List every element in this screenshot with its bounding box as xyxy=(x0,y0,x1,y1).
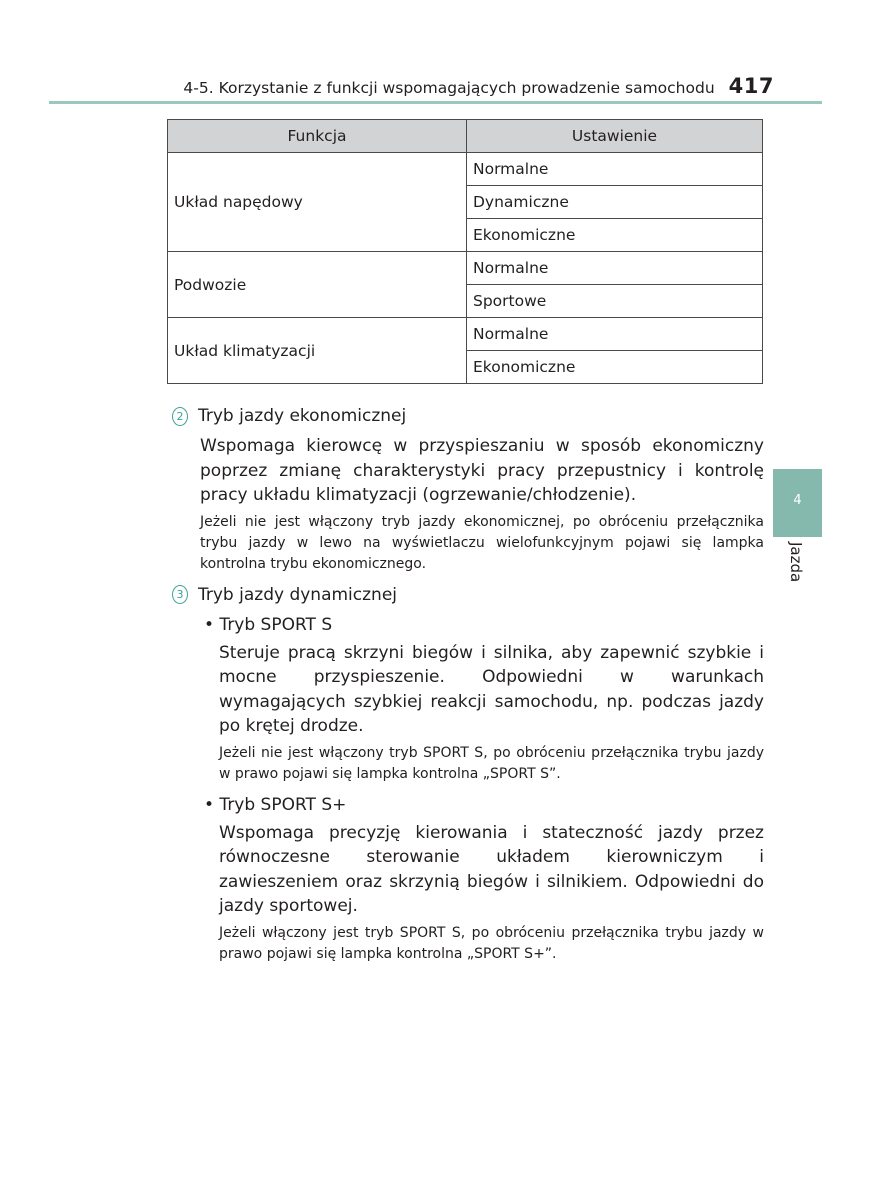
table-row xyxy=(168,318,763,351)
sport-s-heading: • Tryb SPORT S xyxy=(204,614,333,635)
chapter-tab-label: Jazda xyxy=(787,542,805,583)
function-cell: Układ napędowy xyxy=(168,153,467,252)
sport-s-description: Steruje pracą skrzyni biegów i silnika, aby zapewnić szybkie i mocne przyspieszenie. Odpowiedni w warunkach wymagających szybkiej reakcji samochodu, np. podczas jazdy po krętej drodze. xyxy=(219,642,764,736)
settings-table xyxy=(167,119,763,384)
table-row xyxy=(168,252,763,285)
setting-cell: Ekonomiczne xyxy=(467,351,763,384)
function-cell: Podwozie xyxy=(168,252,467,318)
setting-cell: Dynamiczne xyxy=(467,186,763,219)
chapter-title: 4-5. Korzystanie z funkcji wspomagających prowadzenie samochodu xyxy=(183,79,715,97)
chapter-tab-number: 4 xyxy=(793,493,802,508)
header-rule xyxy=(49,101,822,104)
function-cell: Układ klimatyzacji xyxy=(168,318,467,384)
chapter-tab xyxy=(773,469,822,537)
eco-mode-title: Tryb jazdy ekonomicznej xyxy=(198,406,407,426)
column-header-setting: Ustawienie xyxy=(467,120,763,153)
page-number: 417 xyxy=(728,74,774,98)
eco-mode-heading xyxy=(172,404,764,428)
circled-number-icon: 2 xyxy=(172,407,188,426)
eco-mode-note: Jeżeli nie jest włączony tryb jazdy ekonomicznej, po obróceniu przełącznika trybu jazdy w lewo na wyświetlaczu wielofunkcyjnym pojawi się lampka kontrolna trybu ekonomicznego. xyxy=(200,513,764,572)
table-header-row xyxy=(168,120,763,153)
running-header xyxy=(170,74,774,98)
dynamic-mode-title: Tryb jazdy dynamicznej xyxy=(198,584,398,605)
dynamic-mode-heading xyxy=(172,583,764,607)
setting-cell: Normalne xyxy=(467,252,763,285)
setting-cell: Sportowe xyxy=(467,285,763,318)
setting-cell: Ekonomiczne xyxy=(467,219,763,252)
sport-s-plus-description: Wspomaga precyzję kierowania i stateczność jazdy przez równoczesne sterowanie układem kierowniczym i zawieszeniem oraz skrzynią biegów i silnikiem. Odpowiedni do jazdy sportowej. xyxy=(219,822,764,916)
body-text xyxy=(172,400,764,965)
setting-cell: Normalne xyxy=(467,318,763,351)
circled-number-icon: 3 xyxy=(172,585,188,604)
sport-s-plus-note: Jeżeli włączony jest tryb SPORT S, po obróceniu przełącznika trybu jazdy w prawo pojawi się lampka kontrolna „SPORT S+”. xyxy=(219,924,764,962)
table-row xyxy=(168,153,763,186)
sport-s-plus-heading: • Tryb SPORT S+ xyxy=(204,794,347,815)
sport-s-note: Jeżeli nie jest włączony tryb SPORT S, po obróceniu przełącznika trybu jazdy w prawo pojawi się lampka kontrolna „SPORT S”. xyxy=(219,744,764,782)
column-header-function: Funkcja xyxy=(168,120,467,153)
setting-cell: Normalne xyxy=(467,153,763,186)
eco-mode-description: Wspomaga kierowcę w przyspieszaniu w sposób ekonomiczny poprzez zmianę charakterystyki pracy przepustnicy i kontrolę pracy układu klimatyzacji (ogrzewanie/chłodzenie). xyxy=(200,436,764,505)
